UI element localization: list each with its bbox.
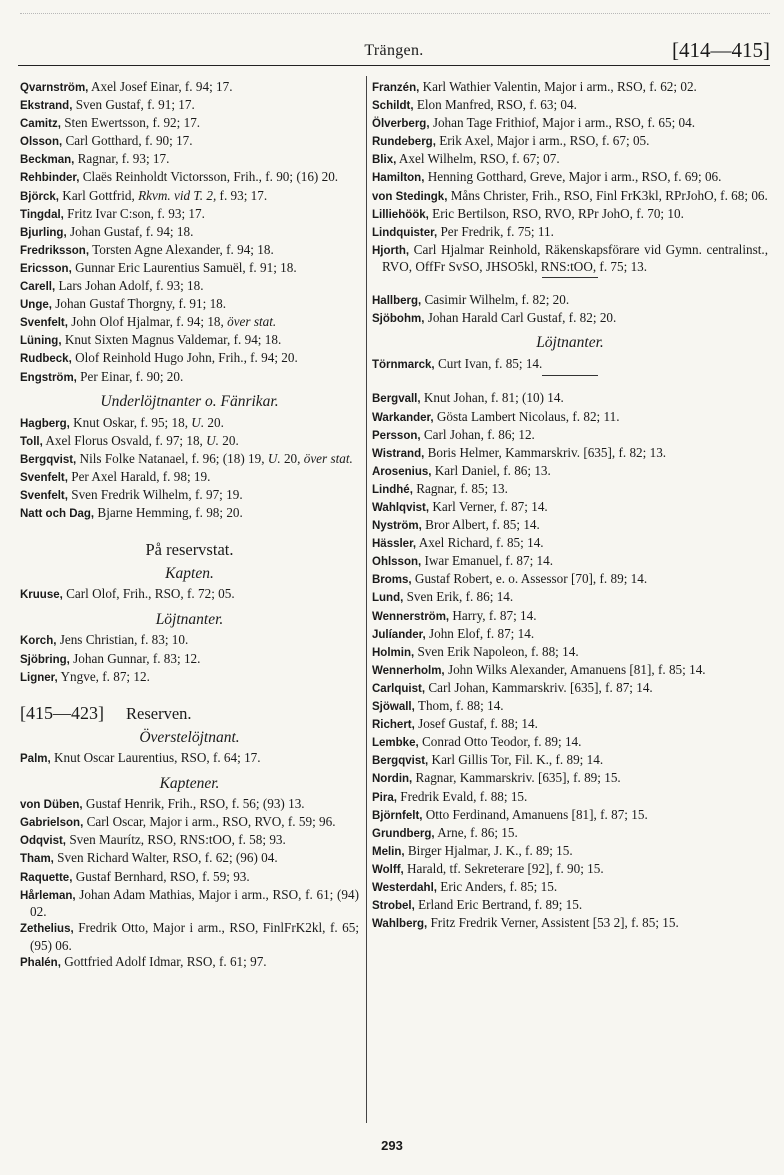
surname: Qvarnström,: [20, 82, 89, 94]
roster-entry: [372, 463, 768, 481]
roster-entry: [372, 445, 768, 463]
roster-entry: [372, 608, 768, 626]
roster-entry: [372, 242, 768, 275]
entry-details: Ragnar, f. 85; 13.: [412, 480, 508, 496]
surname: Julíander,: [372, 628, 426, 641]
surname: von Düben,: [20, 799, 83, 812]
entry-details: Fritz Ivar C:son, f. 93; 17.: [63, 205, 205, 221]
surname: Bergvall,: [372, 393, 421, 406]
entry-details: Eric Anders, f. 85; 15.: [436, 878, 558, 894]
surname: Korch,: [20, 635, 57, 648]
roster-entry: [372, 535, 768, 553]
surname: Hjorth,: [372, 244, 410, 257]
surname: Rundeberg,: [372, 136, 436, 149]
surname: Ericsson,: [20, 262, 72, 275]
left-column: [20, 79, 359, 972]
roster-entry: [372, 843, 768, 861]
surname: Wennerström,: [372, 610, 450, 623]
entry-details: Carl Hjalmar Reinhold, Räkenskapsförare vid Gymn. centralinst., RVO, OffFr SvSO, JHSO5kl, RNS:tOO, f. 75; 13.: [382, 241, 768, 275]
roster-entry: [20, 920, 359, 953]
surname: Toll,: [20, 435, 43, 448]
entry-note: U.: [191, 414, 205, 430]
roster-entry: [20, 796, 359, 814]
roster-entry: [372, 734, 768, 752]
entry-details: Carl Gotthard, f. 90; 17.: [62, 133, 193, 149]
entry-details: Axel Josef Einar, f. 94; 17.: [88, 79, 233, 94]
entry-details-cont: 20,: [280, 450, 304, 466]
surname: Wahlqvist,: [372, 502, 430, 514]
entry-details: Thom, f. 88; 14.: [414, 698, 504, 714]
roster-entry: [372, 789, 768, 807]
roster-entry: [372, 151, 768, 169]
entry-details: Eric Bertilson, RSO, RVO, RPr JohO, f. 70; 10.: [428, 205, 684, 221]
surname: Strobel,: [372, 900, 415, 913]
surname: Sjöbohm,: [372, 312, 425, 325]
entry-details: Axel Florus Osvald, f. 97; 18,: [42, 432, 207, 448]
entry-details: Ragnar, Kammarskriv. [635], f. 89; 15.: [412, 770, 621, 786]
surname: Fredriksson,: [20, 244, 90, 257]
roster-entry: [372, 224, 768, 242]
roster-entry: [20, 954, 359, 972]
surname: von Stedingk,: [372, 190, 448, 203]
roster-entry: [372, 553, 768, 571]
roster-entry: [372, 115, 768, 133]
surname: Bjurling,: [20, 226, 67, 239]
surname: Bergqvist,: [372, 755, 429, 768]
roster-entry: [20, 314, 359, 332]
entry-details: Karl Wathier Valentin, Major i arm., RSO, f. 62; 02.: [419, 79, 697, 94]
entry-details: Carl Olof, Frih., RSO, f. 72; 05.: [62, 586, 235, 602]
entry-details: Knut Oscar Laurentius, RSO, f. 64; 17.: [50, 750, 261, 766]
surname: Unge,: [20, 299, 52, 312]
surname: Hamilton,: [372, 172, 425, 185]
group-separator-rule: [542, 375, 598, 376]
roster-entry: [372, 356, 768, 374]
roster-entry: [372, 427, 768, 445]
entry-details: Torsten Agne Alexander, f. 94; 18.: [89, 241, 274, 257]
entry-details: John Wilks Alexander, Amanuens [81], f. 85; 14.: [444, 661, 706, 677]
entry-details-cont: f. 93; 17.: [216, 187, 268, 203]
surname: Törnmarck,: [372, 358, 435, 371]
roster-entry: [20, 242, 359, 260]
scan-edge-rule: [20, 13, 770, 14]
roster-entry: [372, 97, 768, 115]
surname: Carlquist,: [372, 682, 426, 695]
roster-entry: [372, 644, 768, 662]
rank-heading: Överstelöjtnant.: [139, 728, 240, 746]
entry-details: Fritz Fredrik Verner, Assistent [53 2], f. 85; 15.: [427, 915, 679, 931]
entry-details: Josef Gustaf, f. 88; 14.: [414, 716, 538, 732]
roster-entry: [20, 505, 359, 523]
roster-entry: [20, 151, 359, 169]
surname: Persson,: [372, 429, 421, 442]
entry-details: Johan Harald Carl Gustaf, f. 82; 20.: [424, 309, 617, 325]
entry-details: Sven Richard Walter, RSO, f. 62; (96) 04.: [53, 850, 278, 866]
entry-note: över stat.: [303, 450, 353, 466]
rank-heading: Löjtnanter.: [536, 334, 604, 352]
column-divider: [366, 76, 367, 1123]
entry-details: Gottfried Adolf Idmar, RSO, f. 61; 97.: [60, 953, 267, 969]
roster-entry: [372, 897, 768, 915]
entry-details: Sven Maurítz, RSO, RNS:tOO, f. 58; 93.: [66, 832, 286, 848]
roster-entry: [20, 887, 359, 920]
surname: Nordin,: [372, 773, 413, 786]
roster-entry: [20, 206, 359, 224]
roster-entry: [20, 260, 359, 278]
entry-note: U.: [267, 450, 281, 466]
roster-entry: [20, 669, 359, 687]
roster-entry: [372, 825, 768, 843]
roster-entry: [372, 752, 768, 770]
section-heading: [20, 703, 359, 724]
entry-details: Karl Verner, f. 87; 14.: [429, 499, 548, 514]
entry-details: John Elof, f. 87; 14.: [425, 625, 535, 641]
entry-details: Karl Gottfrid,: [59, 187, 139, 203]
section-number: [415—423]: [20, 703, 104, 724]
entry-details: Gustaf Bernhard, RSO, f. 59; 93.: [72, 868, 250, 884]
page-number: 293: [381, 1138, 403, 1153]
entry-details: Knut Oskar, f. 95; 18,: [69, 414, 192, 430]
entry-details: Harald, tf. Sekreterare [92], f. 90; 15.: [403, 860, 604, 876]
roster-entry: [20, 415, 359, 433]
roster-entry: [372, 770, 768, 788]
roster-entry: [372, 310, 768, 328]
surname: Lilliehöök,: [372, 208, 429, 221]
surname: Richert,: [372, 719, 415, 732]
surname: Raquette,: [20, 871, 73, 884]
surname: Zethelius,: [20, 923, 74, 936]
roster-entry: [372, 698, 768, 716]
roster-entry: [372, 292, 768, 310]
surname: Wennerholm,: [372, 664, 445, 677]
surname: Hässler,: [372, 538, 417, 551]
roster-entry: [20, 632, 359, 650]
entry-details: Karl Daniel, f. 86; 13.: [431, 462, 551, 478]
surname: Sjöbring,: [20, 653, 70, 666]
entry-details: Axel Richard, f. 85; 14.: [416, 535, 544, 551]
roster-entry: [372, 409, 768, 427]
surname: Ligner,: [20, 671, 58, 684]
roster-entry: [20, 278, 359, 296]
roster-entry: [20, 814, 359, 832]
surname: Arosenius,: [372, 465, 432, 478]
entry-details: Yngve, f. 87; 12.: [57, 668, 150, 684]
surname: Hallberg,: [372, 294, 422, 307]
entry-details: Ragnar, f. 93; 17.: [74, 151, 170, 167]
group-separator-rule: [542, 277, 598, 278]
entry-details: Erik Axel, Major i arm., RSO, f. 67; 05.: [435, 133, 650, 149]
roster-entry: [20, 188, 359, 206]
entry-details: Gustaf Henrik, Frih., RSO, f. 56; (93) 13.: [82, 796, 305, 812]
roster-entry: [372, 807, 768, 825]
entry-details: Sten Ewertsson, f. 92; 17.: [60, 115, 201, 131]
roster-entry: [372, 133, 768, 151]
roster-entry: [20, 369, 359, 387]
section-title: På reservstat.: [145, 540, 234, 560]
surname: Melin,: [372, 845, 405, 858]
surname: Grundberg,: [372, 827, 435, 840]
surname: Rudbeck,: [20, 353, 72, 366]
surname: Olsson,: [20, 136, 63, 149]
entry-details: Henning Gotthard, Greve, Major i arm., RSO, f. 69; 06.: [424, 169, 722, 185]
roster-entry: [372, 589, 768, 607]
roster-entry: [20, 133, 359, 151]
roster-entry: [20, 350, 359, 368]
entry-details: Knut Johan, f. 81; (10) 14.: [420, 390, 564, 406]
roster-entry: [372, 571, 768, 589]
entry-details: Erland Eric Bertrand, f. 89; 15.: [414, 897, 583, 913]
roster-entry: [20, 586, 359, 604]
entry-details: Jens Christian, f. 83; 10.: [56, 632, 189, 648]
surname: Wolff,: [372, 863, 404, 876]
entry-details: Fredrik Otto, Major i arm., RSO, FinlFrK2kl, f. 65; (95) 06.: [30, 920, 359, 953]
entry-details: Johan Adam Mathias, Major i arm., RSO, f. 61; (94) 02.: [30, 886, 359, 920]
entry-details-cont: 20.: [204, 414, 224, 430]
entry-details: Axel Wilhelm, RSO, f. 67; 07.: [396, 151, 560, 167]
entry-details: Johan Gunnar, f. 83; 12.: [69, 650, 201, 666]
surname: Camitz,: [20, 118, 61, 131]
roster-entry: [20, 850, 359, 868]
roster-entry: [372, 861, 768, 879]
entry-details: Bror Albert, f. 85; 14.: [421, 517, 540, 533]
entry-details: Otto Ferdinand, Amanuens [81], f. 87; 15.: [422, 806, 648, 822]
entry-details: Karl Gillis Tor, Fil. K., f. 89; 14.: [428, 752, 604, 768]
roster-entry: [372, 499, 768, 517]
entry-details: Sven Erik, f. 86; 14.: [403, 589, 514, 605]
roster-entry: [20, 97, 359, 115]
roster-entry: [20, 469, 359, 487]
surname: Lembke,: [372, 737, 419, 750]
entry-details: Gösta Lambert Nicolaus, f. 82; 11.: [433, 408, 620, 424]
entry-details: Boris Helmer, Kammarskriv. [635], f. 82; 13.: [424, 444, 667, 460]
surname: Svenfelt,: [20, 489, 68, 502]
section-title: Reserven.: [126, 704, 192, 724]
roster-entry: [372, 680, 768, 698]
surname: Palm,: [20, 753, 51, 766]
right-column: [372, 79, 768, 933]
roster-entry: [20, 451, 359, 469]
roster-entry: [20, 115, 359, 133]
rank-heading: Löjtnanter.: [155, 610, 224, 628]
entry-details: Arne, f. 86; 15.: [434, 824, 518, 840]
surname: Gabrielson,: [20, 817, 84, 830]
entry-details: John Olof Hjalmar, f. 94; 18,: [67, 314, 228, 330]
surname: Svenfelt,: [20, 317, 68, 330]
page-title: Trängen.: [364, 42, 424, 59]
surname: Phalén,: [20, 956, 61, 969]
entry-details: Claës Reinholdt Victorsson, Frih., f. 90; (16) 20.: [79, 169, 339, 185]
surname: Pira,: [372, 791, 397, 804]
surname: Ohlsson,: [372, 556, 422, 569]
roster-entry: [372, 188, 768, 206]
surname: Wahlberg,: [372, 918, 428, 931]
entry-details: Iwar Emanuel, f. 87; 14.: [421, 553, 554, 569]
entry-details: Sven Fredrik Wilhelm, f. 97; 19.: [67, 486, 243, 502]
roster-entry: [20, 487, 359, 505]
entry-details-cont: 20.: [218, 432, 239, 448]
surname: Ölverberg,: [372, 118, 430, 131]
entry-details: Johan Gustaf, f. 94; 18.: [66, 223, 194, 239]
entry-note: Rkvm. vid T. 2,: [138, 187, 217, 203]
rank-heading: Kaptener.: [159, 774, 220, 792]
entry-note: över stat.: [227, 314, 277, 330]
entry-details: Johan Tage Frithiof, Major i arm., RSO, f. 65; 04.: [429, 115, 696, 131]
entry-details: Harry, f. 87; 14.: [449, 607, 537, 623]
rank-heading: Underlöjtnanter o. Fänrikar.: [100, 393, 279, 410]
entry-details: Olof Reinhold Hugo John, Frih., f. 94; 20.: [71, 350, 298, 366]
roster-entry: [20, 79, 359, 97]
surname: Tingdal,: [20, 208, 64, 221]
page-section-range: [414—415]: [672, 38, 770, 62]
roster-entry: [20, 224, 359, 242]
entry-details: Gunnar Eric Laurentius Samuël, f. 91; 18.: [71, 259, 297, 275]
roster-entry: [20, 832, 359, 850]
roster-entry: [372, 390, 768, 408]
surname: Franzén,: [372, 82, 420, 94]
surname: Kruuse,: [20, 589, 63, 602]
surname: Lüning,: [20, 335, 62, 348]
roster-entry: [372, 716, 768, 734]
entry-details: Casimir Wilhelm, f. 82; 20.: [421, 291, 570, 307]
surname: Schildt,: [372, 100, 414, 113]
roster-entry: [372, 206, 768, 224]
entry-details: Lars Johan Adolf, f. 93; 18.: [55, 278, 204, 294]
surname: Lindhé,: [372, 483, 413, 496]
surname: Wistrand,: [372, 447, 425, 460]
roster-entry: [372, 79, 768, 97]
surname: Sjöwall,: [372, 701, 415, 714]
entry-details: Per Fredrik, f. 75; 11.: [437, 223, 554, 239]
entry-details: Bjarne Hemming, f. 98; 20.: [94, 504, 243, 520]
entry-details: Carl Johan, Kammarskriv. [635], f. 87; 14.: [425, 679, 653, 695]
roster-entry: [372, 481, 768, 499]
roster-entry: [372, 879, 768, 897]
roster-entry: [372, 915, 768, 933]
surname: Bergqvist,: [20, 453, 77, 466]
surname: Natt och Dag,: [20, 507, 95, 520]
entry-details: Birger Hjalmar, J. K., f. 89; 15.: [404, 842, 573, 858]
surname: Nyström,: [372, 520, 422, 533]
surname: Engström,: [20, 371, 77, 384]
header-rule: [18, 65, 770, 66]
entry-details: Per Axel Harald, f. 98; 19.: [67, 468, 211, 484]
entry-details: Nils Folke Natanael, f. 96; (18) 19,: [76, 450, 268, 466]
roster-entry: [20, 869, 359, 887]
surname: Lindquister,: [372, 226, 438, 239]
roster-entry: [20, 651, 359, 669]
roster-entry: [372, 169, 768, 187]
surname: Lund,: [372, 592, 404, 605]
surname: Odqvist,: [20, 835, 67, 848]
surname: Carell,: [20, 281, 56, 294]
section-heading: [20, 542, 359, 558]
entry-details: Sven Gustaf, f. 91; 17.: [72, 97, 195, 113]
surname: Broms,: [372, 574, 412, 587]
surname: Westerdahl,: [372, 881, 437, 894]
surname: Ekstrand,: [20, 100, 73, 113]
roster-entry: [20, 296, 359, 314]
roster-entry: [372, 517, 768, 535]
entry-details: Elon Manfred, RSO, f. 63; 04.: [413, 97, 577, 113]
surname: Svenfelt,: [20, 471, 68, 484]
entry-details: Carl Johan, f. 86; 12.: [420, 426, 535, 442]
entry-details: Måns Christer, Frih., RSO, Finl FrK3kl, RPrJohO, f. 68; 06.: [447, 187, 768, 203]
entry-note: U.: [206, 432, 219, 448]
surname: Blix,: [372, 154, 397, 167]
entry-details: Curt Ivan, f. 85; 14.: [434, 355, 543, 371]
page-header: [18, 30, 770, 66]
entry-details: Gustaf Robert, e. o. Assessor [70], f. 89; 14.: [411, 571, 648, 587]
surname: Rehbinder,: [20, 172, 80, 185]
entry-details: Johan Gustaf Thorgny, f. 91; 18.: [51, 296, 227, 312]
roster-entry: [372, 662, 768, 680]
entry-details: Carl Oscar, Major i arm., RSO, RVO, f. 59; 96.: [83, 814, 336, 830]
roster-entry: [20, 433, 359, 451]
surname: Beckman,: [20, 154, 75, 167]
entry-details: Knut Sixten Magnus Valdemar, f. 94; 18.: [61, 332, 282, 348]
entry-details: Per Einar, f. 90; 20.: [76, 368, 184, 384]
surname: Tham,: [20, 853, 54, 866]
surname: Warkander,: [372, 411, 434, 424]
roster-entry: [372, 626, 768, 644]
surname: Holmin,: [372, 646, 415, 659]
surname: Hårleman,: [20, 889, 76, 902]
surname: Hagberg,: [20, 417, 70, 430]
surname: Björck,: [20, 190, 59, 203]
entry-details: Fredrik Evald, f. 88; 15.: [396, 788, 528, 804]
roster-entry: [20, 332, 359, 350]
entry-details: Sven Erik Napoleon, f. 88; 14.: [414, 643, 579, 659]
roster-entry: [20, 750, 359, 768]
roster-entry: [20, 169, 359, 187]
surname: Björnfelt,: [372, 809, 423, 822]
rank-heading: Kapten.: [165, 564, 214, 582]
entry-details: Conrad Otto Teodor, f. 89; 14.: [418, 734, 582, 750]
